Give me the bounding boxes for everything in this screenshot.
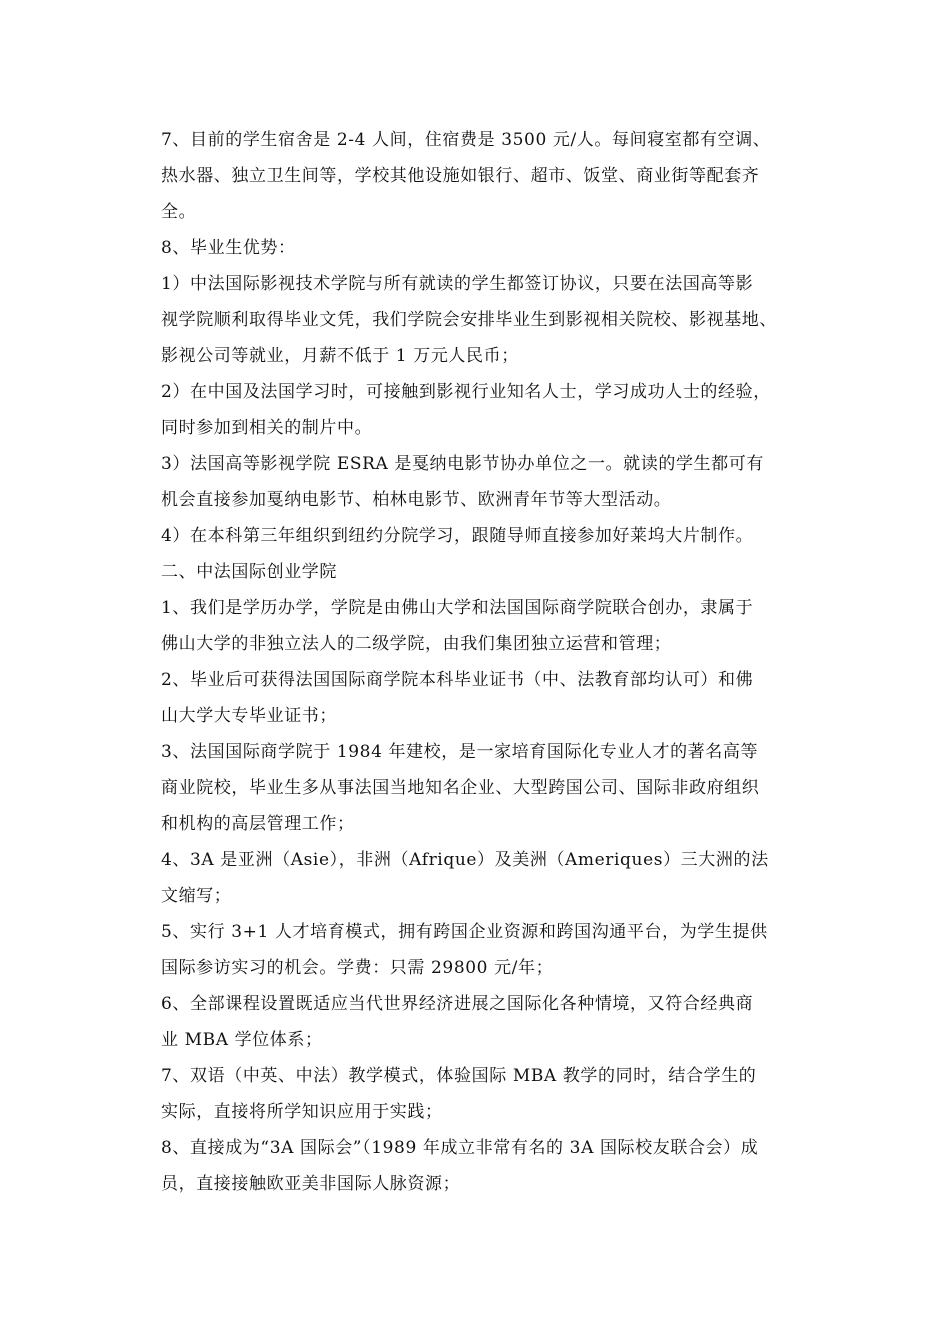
paragraph: [144, 230, 820, 266]
text-line: 和机构的高层管理工作；: [161, 814, 355, 834]
text-line: 6、全部课程设置既适应当代世界经济进展之国际化各种情境，又符合经典商: [161, 994, 754, 1014]
text-line: 2）在中国及法国学习时，可接触到影视行业知名人士，学习成功人士的经验，: [161, 382, 771, 402]
text-line: 1）中法国际影视技术学院与所有就读的学生都签订协议，只要在法国高等影: [161, 274, 754, 294]
text-line: 业 MBA 学位体系；: [161, 1030, 323, 1050]
paragraph: [144, 590, 820, 662]
text-line: 国际参访实习的机会。学费：只需 29800 元/年；: [161, 958, 554, 978]
text-line: 员，直接接触欧亚美非国际人脉资源；: [161, 1174, 461, 1194]
paragraph: [144, 266, 820, 374]
paragraph: [144, 554, 820, 590]
paragraph: [144, 986, 820, 1058]
paragraph: [144, 446, 820, 518]
text-line: 7、目前的学生宿舍是 2-4 人间，住宿费是 3500 元/人。每间寝室都有空调、: [161, 130, 771, 150]
text-line: 热水器、独立卫生间等，学校其他设施如银行、超市、饭堂、商业街等配套齐: [161, 166, 760, 186]
paragraph: [144, 734, 820, 842]
text-line: 4）在本科第三年组织到纽约分院学习，跟随导师直接参加好莱坞大片制作。: [161, 526, 754, 546]
paragraph: [144, 122, 820, 230]
text-line: 5、实行 3+1 人才培育模式，拥有跨国企业资源和跨国沟通平台，为学生提供: [161, 922, 768, 942]
text-line: 同时参加到相关的制片中。: [161, 418, 373, 438]
paragraph: [144, 662, 820, 734]
paragraph: [144, 1058, 820, 1130]
text-line: 佛山大学的非独立法人的二级学院，由我们集团独立运营和管理；: [161, 634, 672, 654]
text-line: 商业院校，毕业生多从事法国当地知名企业、大型跨国公司、国际非政府组织: [161, 778, 760, 798]
text-line: 4、3A 是亚洲（Asie），非洲（Afrique）及美洲（Ameriques）三大洲的法: [161, 850, 769, 870]
text-line: 实际，直接将所学知识应用于实践；: [161, 1102, 443, 1122]
text-line: 1、我们是学历办学，学院是由佛山大学和法国国际商学院联合创办，隶属于: [161, 598, 754, 618]
document-body: [144, 122, 820, 1202]
text-line: 3、法国国际商学院于 1984 年建校，是一家培育国际化专业人才的著名高等: [161, 742, 759, 762]
paragraph: [144, 518, 820, 554]
paragraph: [144, 1130, 820, 1202]
text-line: 全。: [161, 202, 197, 222]
text-line: 8、毕业生优势：: [161, 238, 296, 258]
paragraph: [144, 842, 820, 914]
text-line: 影视公司等就业，月薪不低于 1 万元人民币；: [161, 346, 519, 366]
text-line: 2、毕业后可获得法国国际商学院本科毕业证书（中、法教育部均认可）和佛: [161, 670, 754, 690]
text-line: 二、中法国际创业学院: [161, 562, 337, 582]
text-line: 文缩写；: [161, 886, 232, 906]
text-line: 山大学大专毕业证书；: [161, 706, 337, 726]
text-line: 3）法国高等影视学院 ESRA 是戛纳电影节协办单位之一。就读的学生都可有: [161, 454, 764, 474]
paragraph: [144, 914, 820, 986]
text-line: 7、双语（中英、中法）教学模式，体验国际 MBA 教学的同时，结合学生的: [161, 1066, 757, 1086]
text-line: 8、直接成为“3A 国际会”（1989 年成立非常有名的 3A 国际校友联合会）成: [161, 1138, 759, 1158]
text-line: 视学院顺利取得毕业文凭，我们学院会安排毕业生到影视相关院校、影视基地、: [161, 310, 777, 330]
text-line: 机会直接参加戛纳电影节、柏林电影节、欧洲青年节等大型活动。: [161, 490, 672, 510]
paragraph: [144, 374, 820, 446]
